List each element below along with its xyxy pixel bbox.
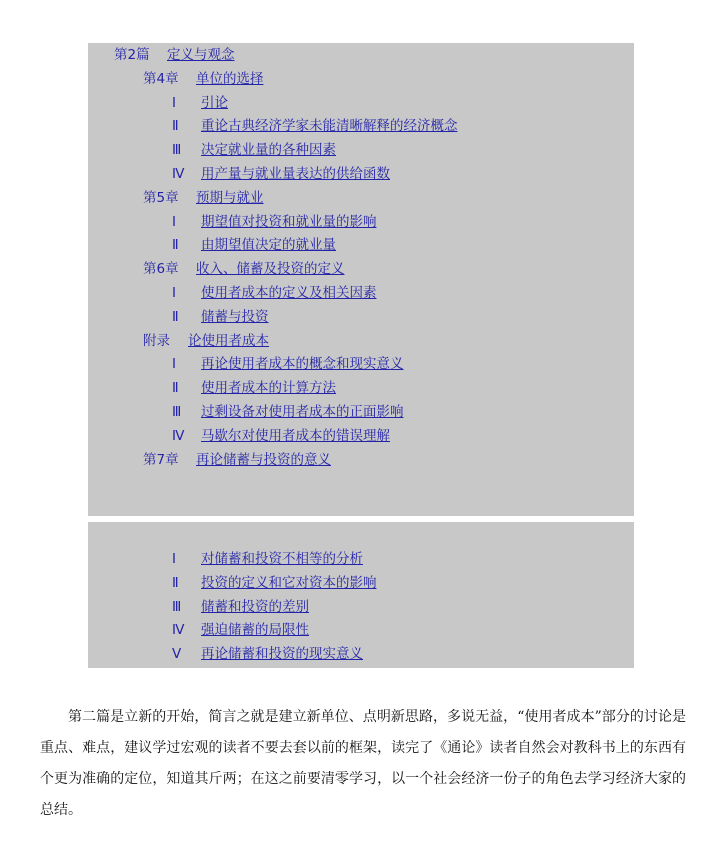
toc-link-number: 附录 (143, 332, 170, 349)
toc-link-section[interactable] (172, 621, 309, 639)
toc-link-chapter[interactable] (143, 260, 345, 278)
toc-link-title: 再论储蓄与投资的意义 (196, 451, 331, 468)
toc-link-title: 预期与就业 (196, 189, 264, 206)
toc-link-title: 引论 (201, 94, 228, 111)
toc-link-title: 投资的定义和它对资本的影响 (201, 574, 377, 591)
toc-link-section[interactable] (172, 379, 336, 397)
toc-link-chapter[interactable] (143, 189, 264, 207)
toc-link-number: Ⅲ (172, 142, 182, 159)
toc-link-number: Ⅱ (172, 308, 179, 325)
toc-link-number: Ⅳ (172, 427, 185, 444)
toc-link-section[interactable] (172, 403, 404, 421)
toc-panel-upper (88, 43, 634, 516)
toc-link-number: Ⅱ (172, 380, 179, 397)
toc-link-section[interactable] (172, 550, 363, 568)
toc-link-number: 第5章 (143, 189, 179, 206)
toc-link-number: Ⅴ (172, 646, 182, 663)
toc-link-number: Ⅱ (172, 118, 179, 135)
toc-link-part[interactable] (114, 46, 235, 64)
toc-link-number: Ⅳ (172, 622, 185, 639)
toc-link-section[interactable] (172, 574, 377, 592)
toc-link-number: Ⅰ (172, 356, 176, 373)
toc-link-title: 使用者成本的计算方法 (201, 380, 336, 397)
toc-link-title: 再论使用者成本的概念和现实意义 (201, 356, 404, 373)
toc-link-title: 重论古典经济学家未能清晰解释的经济概念 (201, 118, 458, 135)
toc-link-title: 决定就业量的各种因素 (201, 142, 336, 159)
toc-link-title: 由期望值决定的就业量 (201, 237, 336, 254)
toc-link-chapter[interactable] (143, 332, 269, 350)
commentary-paragraph: 第二篇是立新的开始，简言之就是建立新单位、点明新思路，多说无益，“使用者成本”部分的讨论是重点、难点，建议学过宏观的读者不要去套以前的框架，读完了《通论》读者自然会对教科书上的东西有个更为准确的定位，知道其斤两；在这之前要清零学习，以一个社会经济一份子的角色去学习经济大家的总结。 (40, 709, 686, 818)
toc-link-title: 过剩设备对使用者成本的正面影响 (201, 404, 404, 420)
toc-link-number: 第6章 (143, 261, 179, 278)
toc-link-number: Ⅰ (172, 94, 176, 111)
toc-link-title: 马歇尔对使用者成本的错误理解 (201, 427, 390, 444)
toc-link-number: Ⅰ (172, 285, 176, 301)
toc-link-title: 对储蓄和投资不相等的分析 (201, 551, 363, 567)
toc-link-section[interactable] (172, 165, 390, 183)
toc-link-number: Ⅰ (172, 213, 176, 230)
toc-link-section[interactable] (172, 117, 458, 135)
toc-link-number: Ⅳ (172, 166, 185, 182)
toc-link-title: 定义与观念 (167, 47, 235, 63)
toc-link-section[interactable] (172, 308, 269, 326)
toc-link-number: Ⅲ (172, 404, 182, 420)
toc-link-number: 第7章 (143, 451, 179, 468)
toc-link-number: 第2篇 (114, 47, 150, 63)
toc-link-title: 收入、储蓄及投资的定义 (196, 261, 345, 278)
toc-link-number: Ⅰ (172, 551, 176, 567)
toc-link-section[interactable] (172, 598, 309, 616)
toc-link-number: 第4章 (143, 70, 179, 87)
toc-link-section[interactable] (172, 236, 336, 254)
toc-link-title: 单位的选择 (196, 70, 264, 87)
toc-link-number: Ⅱ (172, 574, 179, 591)
toc-link-section[interactable] (172, 284, 377, 302)
toc-panel-lower (88, 522, 634, 668)
toc-link-title: 储蓄和投资的差别 (201, 598, 309, 615)
toc-link-title: 储蓄与投资 (201, 308, 269, 325)
toc-link-title: 再论储蓄和投资的现实意义 (201, 646, 363, 663)
toc-link-section[interactable] (172, 427, 390, 445)
toc-link-section[interactable] (172, 213, 377, 231)
toc-link-title: 论使用者成本 (188, 332, 269, 349)
toc-link-title: 使用者成本的定义及相关因素 (201, 285, 377, 301)
toc-link-section[interactable] (172, 645, 363, 663)
toc-link-title: 强迫储蓄的局限性 (201, 622, 309, 639)
toc-link-number: Ⅲ (172, 598, 182, 615)
toc-link-section[interactable] (172, 141, 336, 159)
toc-link-title: 期望值对投资和就业量的影响 (201, 213, 377, 230)
toc-link-number: Ⅱ (172, 237, 179, 254)
toc-link-section[interactable] (172, 355, 404, 373)
toc-link-chapter[interactable] (143, 70, 264, 88)
toc-link-title: 用产量与就业量表达的供给函数 (201, 166, 390, 182)
toc-link-chapter[interactable] (143, 451, 331, 469)
toc-link-section[interactable] (172, 94, 228, 112)
